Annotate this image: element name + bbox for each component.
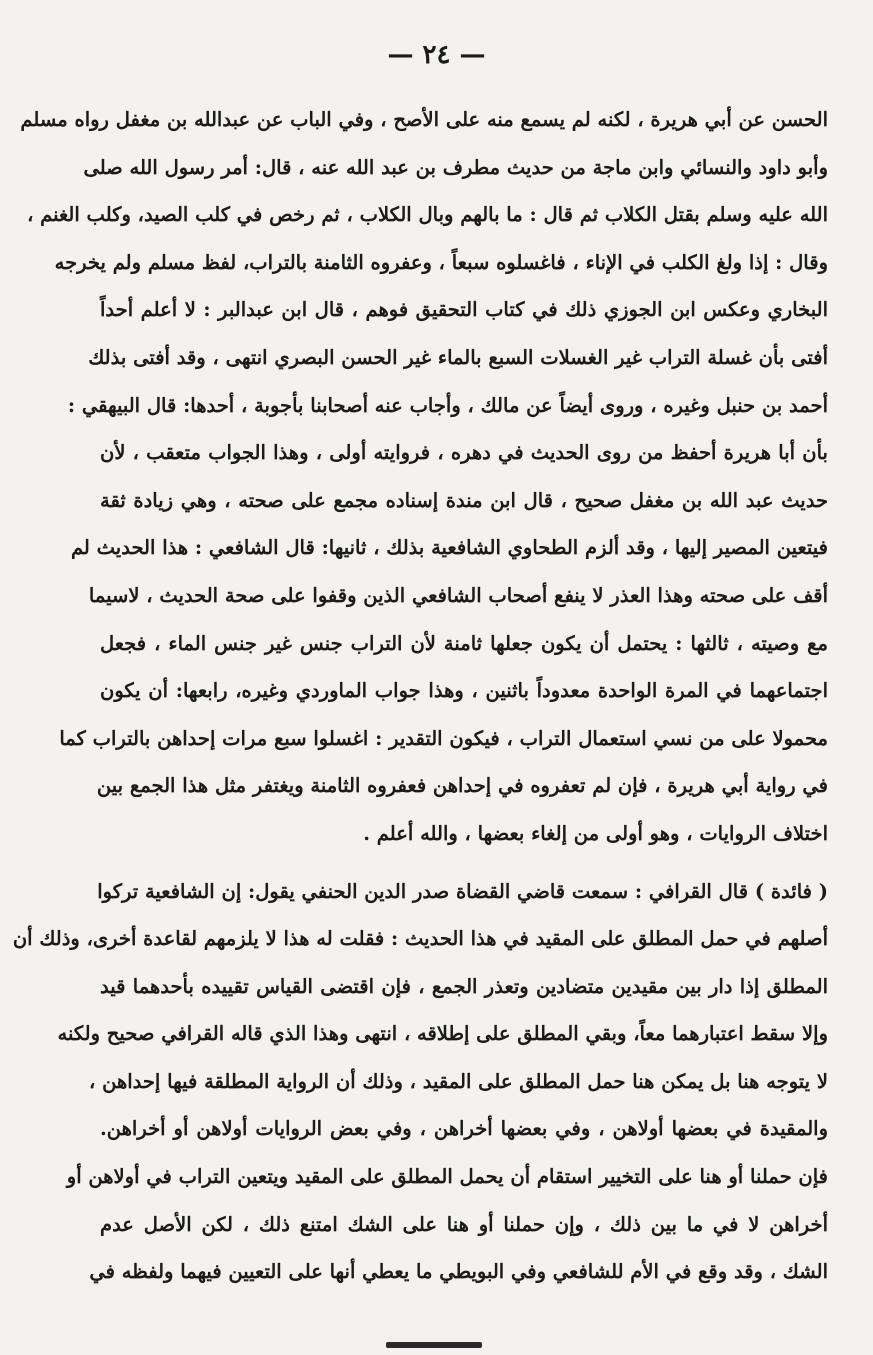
- text-line: في رواية أبي هريرة ، فإن لم تعفروه في إحداهن فعفروه الثامنة ويغتفر مثل هذا الجمع بين: [96, 774, 828, 798]
- text-line: وإلا سقط اعتبارهما معاً، وبقي المطلق على إطلاقه ، انتهى وهذا الذي قاله القرافي صحيح ولكنه: [57, 1022, 828, 1046]
- text-line: أخراهن لا في ما بين ذلك ، وإن حملنا أو هنا على الشك امتنع ذلك ، لكن الأصل عدم: [100, 1212, 828, 1236]
- text-line: فإن حملنا أو هنا على التخيير استقام أن يحمل المطلق على المقيد ويتعين التراب في أولاهن أو: [66, 1165, 828, 1189]
- text-line: والمقيدة في بعضها أولاهن ، وفي بعضها أخراهن ، وفي بعض الروايات أولاهن أو أخراهن.: [100, 1117, 828, 1141]
- text-line: الله عليه وسلم بقتل الكلاب ثم قال : ما بالهم وبال الكلاب ، ثم رخص في كلب الصيد، وكلب الغنم ،: [27, 203, 828, 227]
- body-text: [12, 96, 828, 1296]
- text-line: لا يتوجه هنا بل يمكن هنا حمل المطلق على المقيد ، وذلك أن الرواية المطلقة فيها إحداهن ،: [89, 1069, 828, 1093]
- text-line: المطلق إذا دار بين مقيدين متضادين وتعذر الجمع ، فإن اقتضى القياس تقييده بأحدهما قيد: [100, 974, 828, 998]
- page-number: — ٢٤ —: [387, 40, 486, 70]
- text-line: فيتعين المصير إليها ، وقد ألزم الطحاوي الشافعية بذلك ، ثانيها: قال الشافعي : هذا الحديث لم: [70, 536, 828, 560]
- text-line-faida: ( فائدة ) قال القرافي : سمعت قاضي القضاة صدر الدين الحنفي يقول: إن الشافعية تركوا: [97, 879, 828, 903]
- text-line: اجتماعهما في المرة الواحدة معدوداً باثنين ، وهذا جواب الماوردي وغيره، رابعها: أن يكون: [100, 679, 828, 703]
- text-line: مع وصيته ، ثالثها : يحتمل أن يكون جعلها ثامنة لأن التراب جنس غير جنس الماء ، فجعل: [100, 631, 828, 655]
- footer-rule: [386, 1342, 482, 1348]
- text-line: أصلهم في حمل المطلق على المقيد في هذا الحديث : فقلت له هذا لا يلزمهم لقاعدة أخرى، وذلك أن: [12, 927, 828, 951]
- text-line: البخاري وعكس ابن الجوزي ذلك في كتاب التحقيق فوهم ، قال ابن عبدالبر : لا أعلم أحداً: [100, 298, 828, 322]
- text-line: أحمد بن حنبل وغيره ، وروى أيضاً عن مالك ، وأجاب عنه أصحابنا بأجوبة ، أحدها: قال البيهقي :: [67, 393, 828, 417]
- text-line: وقال : إذا ولغ الكلب في الإناء ، فاغسلوه سبعاً ، وعفروه الثامنة بالتراب، لفظ مسلم ولم يخرجه: [54, 250, 828, 274]
- text-line: بأن أبا هريرة أحفظ من روى الحديث في دهره ، فروايته أولى ، وهذا الجواب متعقب ، لأن: [100, 441, 828, 465]
- text-line: وأبو داود والنسائي وابن ماجة من حديث مطرف بن عبد الله عنه ، قال: أمر رسول الله صلى: [83, 155, 828, 179]
- text-line-paragraph-end: اختلاف الروايات ، وهو أولى من إلغاء بعضها ، والله أعلم .: [363, 821, 828, 845]
- text-line: الشك ، وقد وقع في الأم للشافعي وفي البويطي ما يعطي أنها على التعيين فيهما ولفظه في: [89, 1260, 828, 1284]
- text-line: أفتى بأن غسلة التراب غير الغسلات السبع بالماء غير الحسن البصري انتهى ، وقد أفتى بذلك: [88, 345, 828, 369]
- text-line: أقف على صحته وهذا العذر لا ينفع أصحاب الشافعي الذين وقفوا على صحة الحديث ، لاسيما: [88, 583, 828, 607]
- text-line: حديث عبد الله بن مغفل صحيح ، قال ابن مندة إسناده مجمع على صحته ، وهي زيادة ثقة: [100, 488, 828, 512]
- text-line: الحسن عن أبي هريرة ، لكنه لم يسمع منه على الأصح ، وفي الباب عن عبدالله بن مغفل رواه مسلم: [20, 108, 828, 131]
- text-line: محمولا على من نسي استعمال التراب ، فيكون التقدير : اغسلوا سبع مرات إحداهن بالتراب كما: [59, 726, 828, 750]
